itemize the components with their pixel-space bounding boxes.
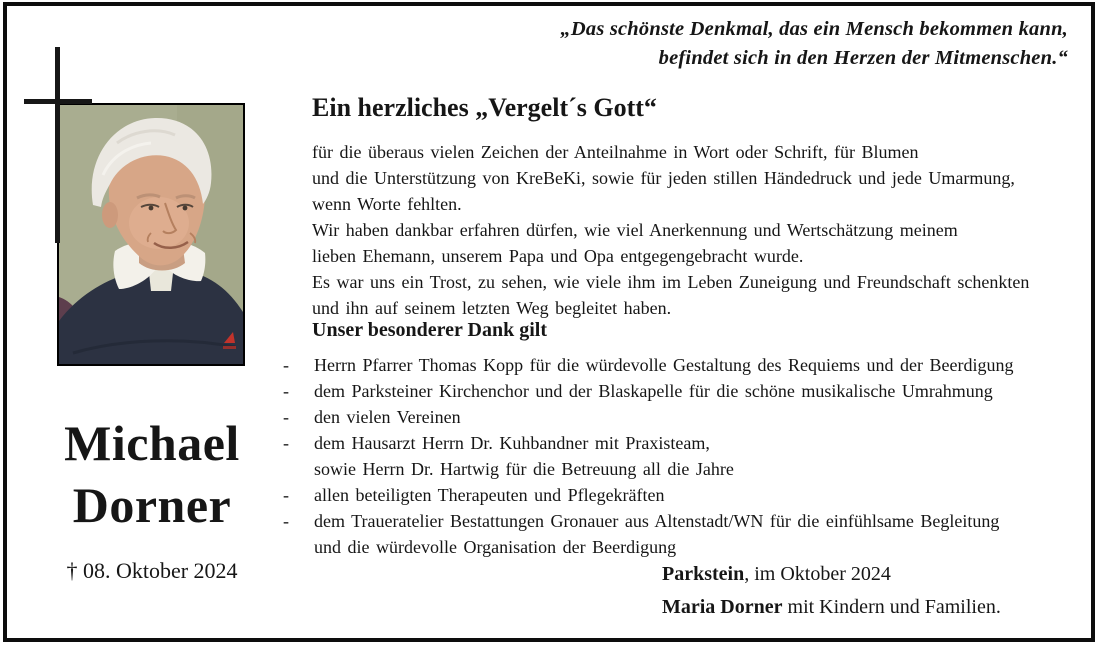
special-thanks-heading: Unser besonderer Dank gilt [312, 319, 548, 341]
dash-bullet: - [283, 407, 289, 427]
thanks-item-text: dem Parksteiner Kirchenchor und der Blaskapelle für die schöne musikalische Umrahmung [314, 381, 993, 401]
paragraph-line: wenn Worte fehlten. [312, 194, 462, 214]
paragraph-line: für die überaus vielen Zeichen der Anteilnahme in Wort oder Schrift, für Blumen [312, 142, 919, 162]
thanks-item-line [283, 404, 1093, 430]
dash-bullet: - [283, 485, 289, 505]
thanks-item-line [283, 456, 1093, 482]
dash-bullet: - [283, 381, 289, 401]
signature-rest: mit Kindern und Familien. [782, 596, 1001, 618]
thanks-item-text: dem Traueratelier Bestattungen Gronauer aus Altenstadt/WN für die einfühlsame Begleitung [314, 511, 1000, 531]
paragraph-line: Es war uns ein Trost, zu sehen, wie viele ihm im Leben Zuneigung und Freundschaft schenkten [312, 272, 1030, 292]
dash-bullet [283, 456, 314, 482]
place-date-rest: , im Oktober 2024 [744, 563, 891, 585]
thanks-item-line [283, 378, 1093, 404]
thanks-item-text: allen beteiligten Therapeuten und Pflegekräften [314, 485, 665, 505]
thanks-item-line [283, 352, 1093, 378]
signature-line [662, 591, 1001, 624]
closing-block [662, 558, 1001, 624]
thank-you-heading: Ein herzliches „Vergelt´s Gott“ [312, 93, 657, 122]
dash-bullet: - [283, 511, 289, 531]
thanks-item-text: den vielen Vereinen [314, 407, 461, 427]
portrait-photo [57, 103, 245, 366]
place-name: Parkstein [662, 563, 745, 585]
dash-bullet: - [283, 355, 289, 375]
death-date: † 08. Oktober 2024 [66, 558, 238, 583]
thanks-item-line [283, 430, 1093, 456]
paragraph-line: und ihn auf seinem letzten Weg begleitet haben. [312, 298, 672, 318]
dash-bullet: - [283, 433, 289, 453]
paragraph-line: Wir haben dankbar erfahren dürfen, wie viel Anerkennung und Wertschätzung meinem [312, 220, 958, 240]
dash-bullet [283, 534, 314, 560]
place-date-line [662, 558, 1001, 591]
paragraph-line: und die Unterstützung von KreBeKi, sowie für jeden stillen Händedruck und jede Umarmung, [312, 168, 1015, 188]
paragraph-line: lieben Ehemann, unserem Papa und Opa entgegengebracht wurde. [312, 246, 804, 266]
quote-line-1: „Das schönste Denkmal, das ein Mensch bekommen kann, [560, 18, 1068, 40]
thanks-item-line [283, 534, 1093, 560]
thanks-item-text: sowie Herrn Dr. Hartwig für die Betreuung all die Jahre [314, 459, 734, 479]
thank-you-paragraph [312, 139, 1092, 321]
deceased-last-name: Dorner [72, 477, 232, 533]
thanks-item-text: dem Hausarzt Herrn Dr. Kuhbandner mit Praxisteam, [314, 433, 710, 453]
cross-icon [55, 47, 60, 243]
deceased-first-name: Michael [64, 415, 240, 471]
special-thanks-list [283, 352, 1093, 560]
thanks-item-text: und die würdevolle Organisation der Beerdigung [314, 537, 677, 557]
thanks-item-line [283, 482, 1093, 508]
quote-line-2: befindet sich in den Herzen der Mitmenschen.“ [658, 47, 1068, 69]
cross-icon-bar [24, 99, 92, 104]
thanks-item-line [283, 508, 1093, 534]
signature-name: Maria Dorner [662, 596, 783, 618]
thanks-item-text: Herrn Pfarrer Thomas Kopp für die würdevolle Gestaltung des Requiems und der Beerdigung [314, 355, 1014, 375]
deceased-name [32, 412, 272, 536]
portrait-illustration [59, 105, 243, 364]
memorial-quote [560, 15, 1068, 73]
